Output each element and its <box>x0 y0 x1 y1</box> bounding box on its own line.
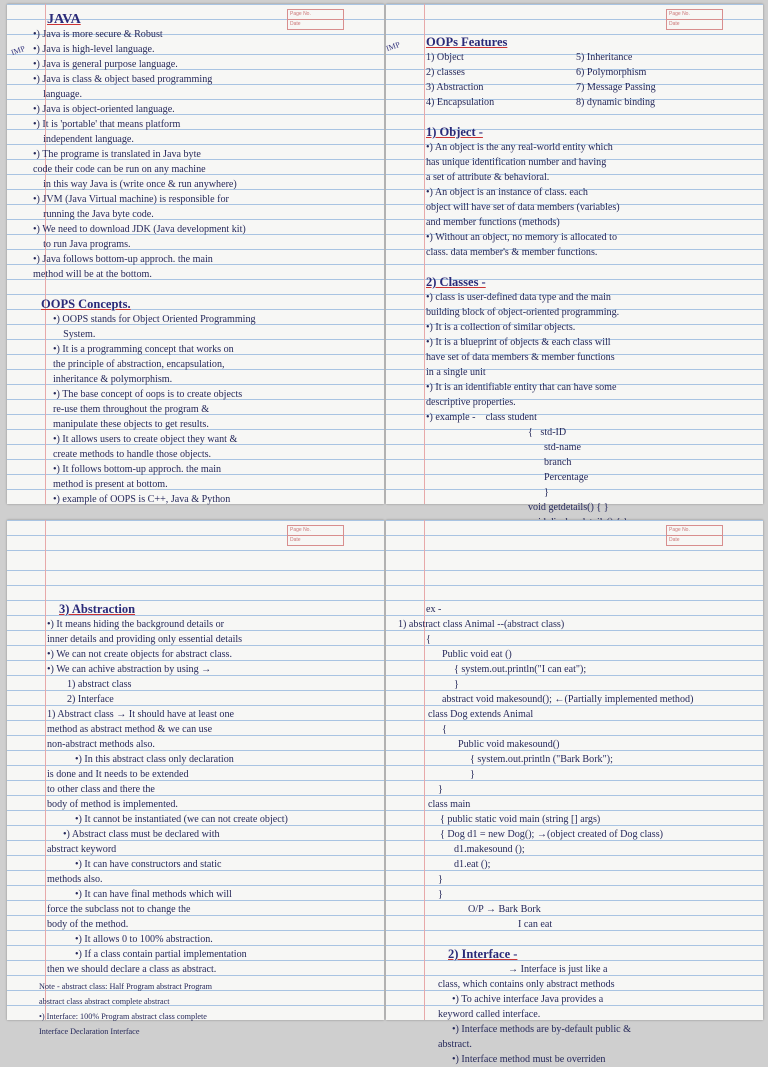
abstraction-line: •) In this abstract class only declaration <box>75 754 234 765</box>
abstraction-line: to other class and there the <box>47 784 155 795</box>
interface-line: •) Interface method must be overriden <box>452 1054 606 1065</box>
interface-line: abstract. <box>438 1039 472 1050</box>
imp-mark: IMP <box>9 43 27 58</box>
classes-point-line: have set of data members & member functions <box>426 352 615 363</box>
abstraction-line: abstract keyword <box>47 844 117 855</box>
notebook-page-abstraction-example <box>386 520 763 1065</box>
classes-title: 2) Classes - <box>426 275 486 289</box>
java-point-line: method will be at the bottom. <box>33 269 152 280</box>
abstraction-line: •) It means hiding the background details or <box>47 619 225 630</box>
code-line: 1) abstract class Animal --(abstract class) <box>398 619 565 630</box>
oops-point-line: •) It follows bottom-up approch. the main <box>53 464 222 475</box>
abstraction-line: is done and It needs to be extended <box>47 769 189 780</box>
feature-item: 8) dynamic binding <box>576 97 656 108</box>
code-line: } <box>438 889 443 900</box>
oops-point-line: re-use them throughout the program & <box>53 404 210 415</box>
oops-point-line: System. <box>53 329 96 340</box>
feature-item: 5) Inheritance <box>576 52 633 63</box>
date-label: Date <box>290 21 301 27</box>
object-point-line: •) Without an object, no memory is allocated to <box>426 232 618 243</box>
oops-concepts-title: OOPS Concepts. <box>41 297 131 311</box>
page-no-label: Page No. <box>667 526 722 536</box>
object-point-line: has unique identification number and having <box>426 157 607 168</box>
code-line: { <box>442 724 447 735</box>
java-point-line: •) Java is object-oriented language. <box>33 104 175 115</box>
abstraction-line: •) We can achive abstraction by using → <box>47 664 212 675</box>
object-point-line: object will have set of data members (variables) <box>426 202 620 213</box>
object-title: 1) Object - <box>426 125 483 139</box>
oops-point-line: manipulate these objects to get results. <box>53 419 209 430</box>
example-label: ex - <box>426 604 442 615</box>
date-label: Date <box>290 537 301 543</box>
java-point-line: in this way Java is (write once & run anywhere) <box>33 179 237 190</box>
features-grid <box>398 50 755 110</box>
abstraction-line: 1) abstract class <box>67 679 132 690</box>
java-point-line: running the Java byte code. <box>33 209 154 220</box>
oops-point-line: create methods to handle those objects. <box>53 449 212 460</box>
code-line: d1.eat (); <box>454 859 491 870</box>
notebook-page-oops-features <box>384 4 763 513</box>
interface-line: •) Interface methods are by-default public & <box>452 1024 631 1035</box>
classes-point-line: building block of object-oriented programming. <box>426 307 620 318</box>
classes-points-list <box>398 290 755 425</box>
code-line: } <box>438 784 443 795</box>
hindi-note-line: •) Interface: 100% Program abstract class complete <box>39 1012 207 1021</box>
java-point-line: •) It is 'portable' that means platform <box>33 119 181 130</box>
code-line: d1.makesound (); <box>454 844 525 855</box>
code-line: } <box>438 874 443 885</box>
abstraction-line: 2) Interface <box>67 694 114 705</box>
abstraction-line: •) It can have final methods which will <box>75 889 232 900</box>
java-point-line: •) Java is more secure & Robust <box>33 29 163 40</box>
abstraction-notes <box>19 617 376 977</box>
oops-point-line: method is present at bottom. <box>53 479 168 490</box>
oops-points-list <box>19 312 376 507</box>
page-no-label: Page No. <box>667 10 722 20</box>
abstract-class-code <box>398 617 755 932</box>
hindi-note-line: Note - abstract class: Half Program abstract Program <box>39 982 213 991</box>
page-number-box <box>287 525 344 546</box>
abstraction-line: force the subclass not to change the <box>47 904 191 915</box>
java-point-line: •) Java is general purpose language. <box>33 59 178 70</box>
classes-point-line: •) It is a collection of similar objects. <box>426 322 576 333</box>
feature-item: 3) Abstraction <box>426 82 484 93</box>
java-title: JAVA <box>47 12 81 27</box>
interface-notes <box>398 962 755 1067</box>
abstraction-line: •) Abstract class must be declared with <box>63 829 220 840</box>
abstraction-line: 1) Abstract class → It should have at least one <box>47 709 234 720</box>
abstraction-hindi-note <box>19 979 376 1039</box>
notebook-page-java <box>7 4 384 504</box>
feature-item: 1) Object <box>426 52 464 63</box>
feature-item: 6) Polymorphism <box>576 67 647 78</box>
abstraction-line: body of method is implemented. <box>47 799 178 810</box>
java-point-line: •) JVM (Java Virtual machine) is responsible for <box>33 194 229 205</box>
class-example-line: std-name <box>544 442 581 453</box>
page3-content <box>19 602 376 1039</box>
object-point-line: a set of attribute & behavioral. <box>426 172 550 183</box>
object-point-line: class. data member's & member functions. <box>426 247 598 258</box>
imp-mark: IMP <box>384 39 402 54</box>
oops-point-line: •) OOPS stands for Object Oriented Programming <box>53 314 256 325</box>
abstraction-line: inner details and providing only essential details <box>47 634 243 645</box>
code-line: O/P → Bark Bork <box>468 904 541 915</box>
abstraction-line: methods also. <box>47 874 103 885</box>
class-example-line: Percentage <box>544 472 589 483</box>
code-line: Public void makesound() <box>458 739 560 750</box>
oops-point-line: •) The base concept of oops is to create objects <box>53 389 243 400</box>
java-point-line: independent language. <box>33 134 134 145</box>
classes-point-line: in a single unit <box>426 367 486 378</box>
hindi-note-line: abstract class abstract complete abstract <box>39 997 170 1006</box>
page-number-box <box>666 525 723 546</box>
classes-point-line: descriptive properties. <box>426 397 516 408</box>
oops-point-line: •) example of OOPS is C++, Java & Python <box>53 494 231 505</box>
java-point-line: code their code can be run on any machine <box>33 164 206 175</box>
java-point-line: •) Java is class & object based programming <box>33 74 213 85</box>
interface-line: class, which contains only abstract methods <box>438 979 615 990</box>
feature-item: 7) Message Passing <box>576 82 656 93</box>
feature-item: 2) classes <box>426 67 465 78</box>
notebook-page-abstraction <box>7 520 384 1036</box>
code-line: class main <box>428 799 471 810</box>
java-point-line: language. <box>33 89 83 100</box>
abstraction-line: •) It allows 0 to 100% abstraction. <box>75 934 213 945</box>
java-point-line: •) The programe is translated in Java byte <box>33 149 201 160</box>
class-example-code <box>398 425 755 530</box>
abstraction-line: •) It cannot be instantiated (we can not create object) <box>75 814 288 825</box>
interface-line: keyword called interface. <box>438 1009 541 1020</box>
feature-item: 4) Encapsulation <box>426 97 495 108</box>
page4-content <box>398 602 755 1067</box>
class-example-line: { std-ID <box>528 427 567 438</box>
java-point-line: •) Java follows bottom-up approch. the main <box>33 254 213 265</box>
java-points-list <box>19 27 376 282</box>
java-point-line: •) We need to download JDK (Java development kit) <box>33 224 246 235</box>
abstraction-line: •) We can not create objects for abstract class. <box>47 649 232 660</box>
class-example-line: } <box>544 487 549 498</box>
abstraction-line: then we should declare a class as abstract. <box>47 964 217 975</box>
hindi-note-line: Interface Declaration Interface <box>39 1027 140 1036</box>
classes-point-line: •) It is an identifiable entity that can have some <box>426 382 617 393</box>
object-point-line: and member functions (methods) <box>426 217 560 228</box>
oops-point-line: •) It is a programming concept that works on <box>53 344 234 355</box>
java-point-line: •) Java is high-level language. <box>33 44 155 55</box>
code-line: { <box>426 634 431 645</box>
page-number-box <box>666 9 723 30</box>
object-points-list <box>398 140 755 260</box>
oops-point-line: inheritance & polymorphism. <box>53 374 173 385</box>
abstraction-line: body of the method. <box>47 919 129 930</box>
page-no-label: Page No. <box>288 10 343 20</box>
interface-line: → Interface is just like a <box>508 964 608 975</box>
code-line: Public void eat () <box>442 649 512 660</box>
code-line: class Dog extends Animal <box>428 709 534 720</box>
code-line: abstract void makesound(); ←(Partially implemented method) <box>442 694 694 705</box>
page1-content <box>19 12 376 507</box>
page2-content <box>398 35 755 530</box>
abstraction-title: 3) Abstraction <box>59 602 136 616</box>
date-label: Date <box>669 21 680 27</box>
oops-point-line: •) It allows users to create object they want & <box>53 434 238 445</box>
object-point-line: •) An object is the any real-world entity which <box>426 142 613 153</box>
class-example-line: branch <box>544 457 572 468</box>
code-line: { system.out.println ("Bark Bork"); <box>470 754 613 765</box>
classes-point-line: •) It is a blueprint of objects & each class will <box>426 337 611 348</box>
code-line: { system.out.println("I can eat"); <box>454 664 587 675</box>
interface-title: 2) Interface - <box>448 947 518 961</box>
object-point-line: •) An object is an instance of class. each <box>426 187 588 198</box>
interface-line: •) To achive interface Java provides a <box>452 994 604 1005</box>
classes-point-line: •) example - class student <box>426 412 537 423</box>
class-example-line: void getdetails() { } <box>528 502 609 513</box>
classes-point-line: •) class is user-defined data type and the main <box>426 292 611 303</box>
abstraction-line: non-abstract methods also. <box>47 739 155 750</box>
abstraction-line: method as abstract method & we can use <box>47 724 213 735</box>
code-line: { Dog d1 = new Dog(); →(object created of Dog class) <box>440 829 663 840</box>
abstraction-line: •) If a class contain partial implementation <box>75 949 247 960</box>
oops-features-title: OOPs Features <box>426 35 508 49</box>
code-line: } <box>454 679 459 690</box>
page-no-label: Page No. <box>288 526 343 536</box>
abstraction-line: •) It can have constructors and static <box>75 859 222 870</box>
code-line: { public static void main (string [] args) <box>440 814 601 825</box>
code-line: } <box>470 769 475 780</box>
code-line: I can eat <box>518 919 553 930</box>
java-point-line: to run Java programs. <box>33 239 131 250</box>
date-label: Date <box>669 537 680 543</box>
oops-point-line: the principle of abstraction, encapsulation, <box>53 359 225 370</box>
